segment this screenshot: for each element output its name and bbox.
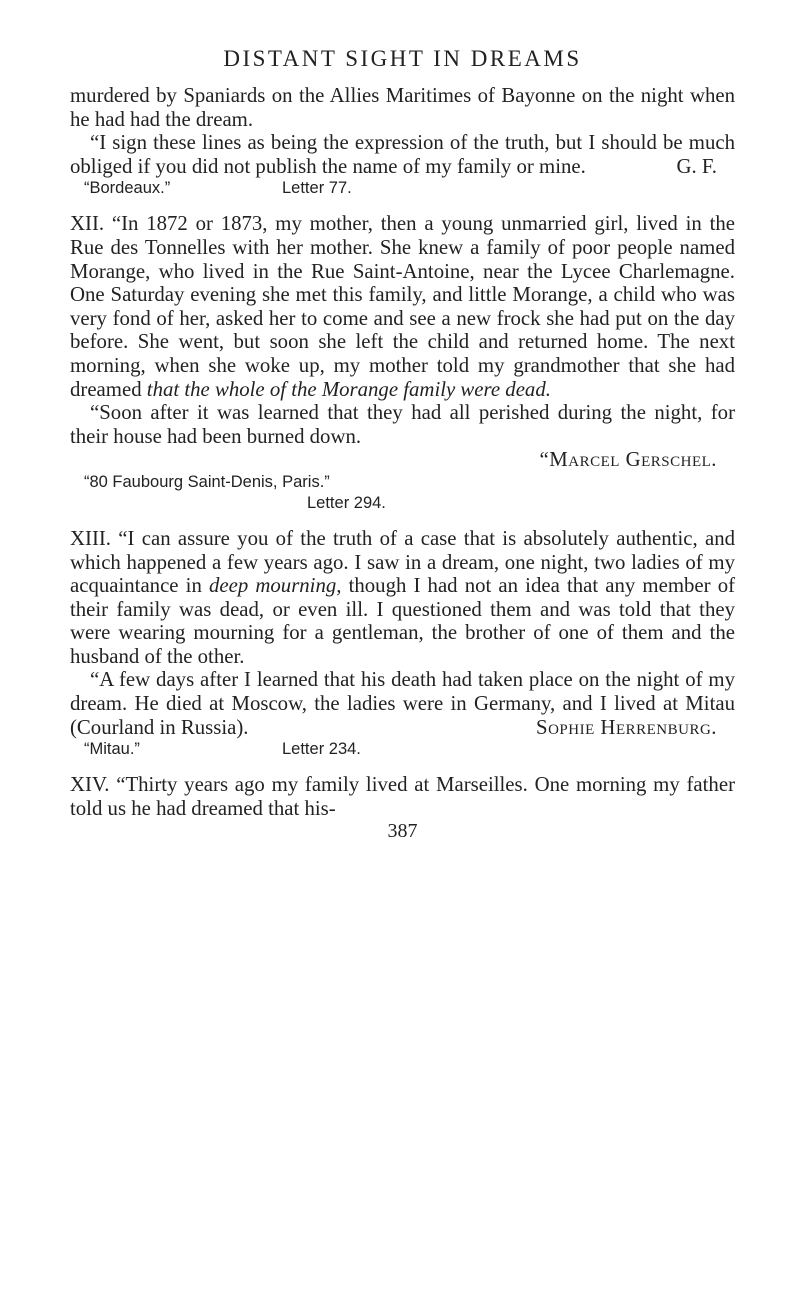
page-number: 387 (387, 820, 418, 843)
letter-location: “Mitau.” (84, 740, 140, 759)
paragraph-xiv-1: XIV. “Thirty years ago my family lived at Marseilles. One morning my father told us he had dreamed that his- (70, 773, 735, 820)
paragraph-xiii-2: “A few days after I learned that his death had taken place on the night of my dream. He died at Moscow, the ladies were in Germany, and I lived at Mitau (Courland in Russia). Sophie Herrenburg. (70, 668, 735, 739)
signature: “Marcel Gerschel. (539, 448, 717, 472)
running-head: DISTANT SIGHT IN DREAMS (223, 46, 582, 71)
paragraph-text: “I sign these lines as being the expression of the truth, but I should be much obliged if you did not publish the name of my family or mine. (70, 131, 735, 178)
case-xii (70, 212, 735, 514)
letter-number: Letter 77. (282, 179, 352, 198)
paragraph-xii-1: XII. “In 1872 or 1873, my mother, then a young unmarried girl, lived in the Rue des Tonnelles with her mother. She knew a family of poor people named Morange, who lived in the Rue Saint-Antoine, near the Lycee Charlemagne. One Saturday evening she met this family, and little Morange, a child who was very fond of her, asked her to come and see a new frock she had put on the day before. She went, but soon she left the child and returned home. The next morning, when she woke up, my mother told my grandmother that she had dreamed that the whole of the Morange family were dead. (70, 212, 735, 401)
signature: Sophie Herrenburg. (536, 715, 717, 739)
letter-number: Letter 294. (307, 493, 386, 512)
case-xiv (70, 773, 735, 820)
paragraph-xii-2: “Soon after it was learned that they had all perished during the night, for their house had been burned down. (70, 401, 735, 448)
body-text (70, 84, 735, 820)
italic-phrase: that the whole of the Morange family were dead. (146, 377, 551, 401)
case-xiii (70, 527, 735, 760)
letter-reference (70, 739, 735, 760)
paragraph-with-signature (70, 131, 735, 178)
letter-location: “80 Faubourg Saint-Denis, Paris.” (84, 472, 330, 491)
letter-number: Letter 234. (282, 740, 361, 759)
paragraph-continuation: murdered by Spaniards on the Allies Maritimes of Bayonne on the night when he had had the dream. (70, 84, 735, 131)
book-page (70, 44, 735, 842)
paragraph-xiii-1: XIII. “I can assure you of the truth of a case that is absolutely authentic, and which happened a few years ago. I saw in a dream, one night, two ladies of my acquaintance in deep mourning, though I had not an idea that any member of their family was dead, or even ill. I questioned them and was told that they were wearing mourning for a gentleman, the brother of one of them and the husband of the other. (70, 526, 736, 668)
letter-location: “Bordeaux.” (84, 179, 171, 198)
italic-phrase: deep mourning, (208, 574, 342, 598)
signature: G. F. (676, 154, 717, 178)
letter-reference (70, 178, 735, 199)
